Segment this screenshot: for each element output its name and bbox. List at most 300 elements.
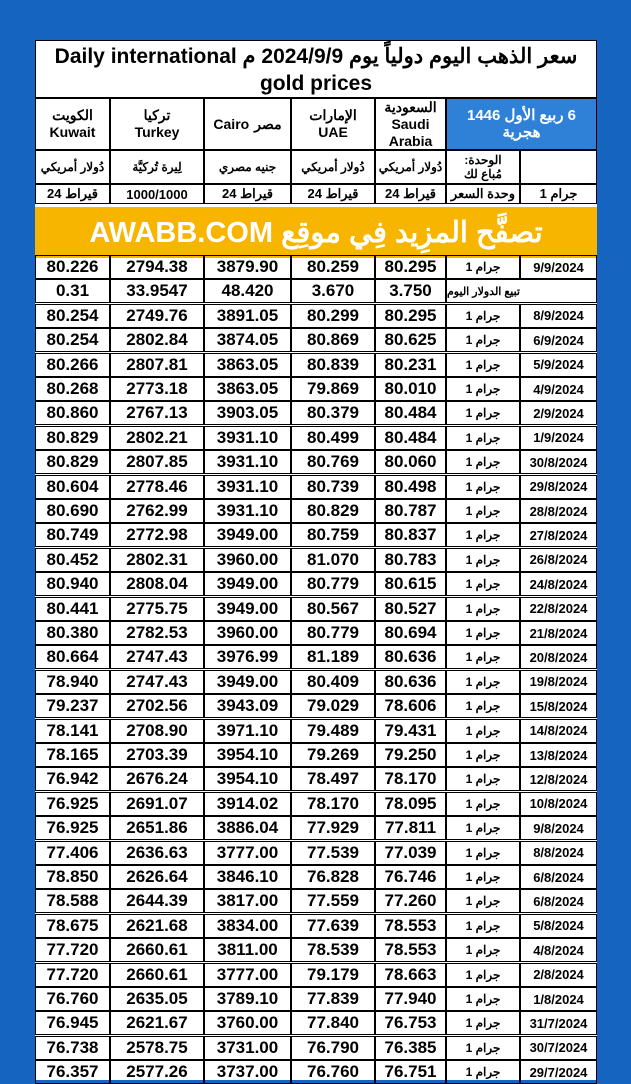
header-kuwait-en: Kuwait — [49, 124, 96, 140]
price-saudi: 77.811 — [375, 816, 446, 840]
table-row — [35, 987, 597, 1011]
price-uae: 80.829 — [291, 499, 375, 523]
price-kuwait: 76.945 — [35, 1011, 110, 1035]
unit-cell: 1 جرام — [446, 475, 520, 499]
table-row — [35, 328, 597, 352]
price-saudi: 80.295 — [375, 304, 446, 328]
date-cell: 30/7/2024 — [520, 1036, 597, 1060]
unit-cell: 1 جرام — [446, 548, 520, 572]
price-saudi: 76.746 — [375, 865, 446, 889]
price-uae: 78.539 — [291, 938, 375, 962]
table-row — [35, 767, 597, 791]
price-saudi: 76.751 — [375, 1060, 446, 1084]
price-kuwait: 78.850 — [35, 865, 110, 889]
price-saudi: 78.553 — [375, 914, 446, 938]
price-turkey: 2691.07 — [110, 792, 204, 816]
unit-cell: 1 جرام — [446, 304, 520, 328]
price-kuwait: 76.925 — [35, 816, 110, 840]
unit-cell: 1 جرام — [446, 987, 520, 1011]
unit-cell: 1 جرام — [446, 719, 520, 743]
price-uae: 80.739 — [291, 475, 375, 499]
price-saudi: 78.663 — [375, 963, 446, 987]
price-egypt: 3931.10 — [204, 450, 291, 474]
karat-egypt: 24 قيراط — [204, 184, 291, 204]
price-turkey: 2577.26 — [110, 1060, 204, 1084]
price-turkey: 2782.53 — [110, 621, 204, 645]
gram-label: 1 جرام — [520, 184, 597, 204]
price-egypt: 3777.00 — [204, 841, 291, 865]
table-row — [35, 841, 597, 865]
price-turkey: 2703.39 — [110, 743, 204, 767]
price-kuwait: 80.380 — [35, 621, 110, 645]
site-banner[interactable] — [35, 207, 597, 258]
price-uae: 76.828 — [291, 865, 375, 889]
price-saudi: 80.527 — [375, 597, 446, 621]
table-row — [35, 719, 597, 743]
unit-cell: 1 جرام — [446, 572, 520, 596]
price-turkey: 2621.68 — [110, 914, 204, 938]
unit-cell: 1 جرام — [446, 841, 520, 865]
price-egypt: 3886.04 — [204, 816, 291, 840]
date-cell: 8/8/2024 — [520, 841, 597, 865]
table-row — [35, 938, 597, 962]
price-turkey: 2651.86 — [110, 816, 204, 840]
unit-cell: 1 جرام — [446, 914, 520, 938]
price-uae: 77.639 — [291, 914, 375, 938]
price-saudi: 3.750 — [375, 279, 446, 303]
price-uae: 79.869 — [291, 377, 375, 401]
date-cell: 5/9/2024 — [520, 353, 597, 377]
price-uae: 80.499 — [291, 426, 375, 450]
price-egypt: 3971.10 — [204, 719, 291, 743]
price-egypt: 3891.05 — [204, 304, 291, 328]
price-egypt: 3903.05 — [204, 401, 291, 425]
price-uae: 80.379 — [291, 401, 375, 425]
price-kuwait: 77.720 — [35, 938, 110, 962]
price-turkey: 2807.81 — [110, 353, 204, 377]
price-kuwait: 80.829 — [35, 450, 110, 474]
table-row — [35, 865, 597, 889]
price-kuwait: 78.588 — [35, 889, 110, 913]
currency-kuwait: دُولار أمريكي — [35, 150, 110, 184]
price-egypt: 3846.10 — [204, 865, 291, 889]
date-cell: 14/8/2024 — [520, 719, 597, 743]
price-saudi: 76.753 — [375, 1011, 446, 1035]
date-cell: 2/9/2024 — [520, 401, 597, 425]
unit-cell: 1 جرام — [446, 499, 520, 523]
unit-cell: 1 جرام — [446, 670, 520, 694]
price-uae: 80.869 — [291, 328, 375, 352]
price-uae: 80.259 — [291, 255, 375, 279]
currency-saudi: دُولار أمريكي — [375, 150, 446, 184]
price-egypt: 3949.00 — [204, 670, 291, 694]
price-kuwait: 80.690 — [35, 499, 110, 523]
price-turkey: 2794.38 — [110, 255, 204, 279]
price-uae: 78.497 — [291, 767, 375, 791]
date-cell: 1/8/2024 — [520, 987, 597, 1011]
date-cell: 31/7/2024 — [520, 1011, 597, 1035]
price-saudi: 80.615 — [375, 572, 446, 596]
date-cell: 22/8/2024 — [520, 597, 597, 621]
price-egypt: 3834.00 — [204, 914, 291, 938]
price-kuwait: 80.226 — [35, 255, 110, 279]
header-cairo-en: Cairo — [213, 115, 250, 132]
date-cell: 28/8/2024 — [520, 499, 597, 523]
date-cell: 19/8/2024 — [520, 670, 597, 694]
date-cell: 6/8/2024 — [520, 865, 597, 889]
header-cairo — [204, 98, 291, 150]
header-saudi — [375, 98, 446, 150]
price-kuwait: 78.141 — [35, 719, 110, 743]
price-uae: 81.189 — [291, 645, 375, 669]
price-uae: 79.489 — [291, 719, 375, 743]
table-row — [35, 255, 597, 279]
date-cell: 9/9/2024 — [520, 255, 597, 279]
price-turkey: 2802.31 — [110, 548, 204, 572]
price-saudi: 77.940 — [375, 987, 446, 1011]
title-line-1: سعر الذهب اليوم دولياً يوم 2024/9/9 م Daily international — [54, 45, 578, 68]
price-egypt: 3931.10 — [204, 475, 291, 499]
price-kuwait: 80.452 — [35, 548, 110, 572]
price-uae: 80.839 — [291, 353, 375, 377]
price-kuwait: 80.860 — [35, 401, 110, 425]
price-turkey: 2807.85 — [110, 450, 204, 474]
price-turkey: 2767.13 — [110, 401, 204, 425]
price-kuwait: 80.441 — [35, 597, 110, 621]
table-row — [35, 572, 597, 596]
price-egypt: 3731.00 — [204, 1036, 291, 1060]
price-egypt: 3976.99 — [204, 645, 291, 669]
unit-cell: 1 جرام — [446, 743, 520, 767]
unit-cell: 1 جرام — [446, 816, 520, 840]
price-turkey: 2676.24 — [110, 767, 204, 791]
price-saudi: 80.231 — [375, 353, 446, 377]
price-uae: 77.559 — [291, 889, 375, 913]
unit-cell: 1 جرام — [446, 1011, 520, 1035]
table-row — [35, 694, 597, 718]
table-row — [35, 914, 597, 938]
price-uae: 79.029 — [291, 694, 375, 718]
date-cell: 12/8/2024 — [520, 767, 597, 791]
price-egypt: 3960.00 — [204, 621, 291, 645]
unit-cell: 1 جرام — [446, 401, 520, 425]
date-cell: 21/8/2024 — [520, 621, 597, 645]
unit-label-text: الوحدة: مُباع لك — [464, 153, 502, 181]
price-kuwait: 80.268 — [35, 377, 110, 401]
date-cell: 4/8/2024 — [520, 938, 597, 962]
price-kuwait: 80.829 — [35, 426, 110, 450]
price-turkey: 2802.21 — [110, 426, 204, 450]
price-egypt: 3777.00 — [204, 963, 291, 987]
price-uae: 79.269 — [291, 743, 375, 767]
price-turkey: 2644.39 — [110, 889, 204, 913]
header-kuwait — [35, 98, 110, 150]
price-egypt: 3760.00 — [204, 1011, 291, 1035]
karat-saudi: 24 قيراط — [375, 184, 446, 204]
unit-cell: 1 جرام — [446, 963, 520, 987]
date-cell: 5/8/2024 — [520, 914, 597, 938]
price-egypt: 3943.09 — [204, 694, 291, 718]
currency-turkey: لِيرة تُركيَّة — [110, 150, 204, 184]
price-egypt: 3874.05 — [204, 328, 291, 352]
unit-cell: 1 جرام — [446, 255, 520, 279]
price-uae: 80.769 — [291, 450, 375, 474]
table-row — [35, 621, 597, 645]
date-cell: 10/8/2024 — [520, 792, 597, 816]
table-row — [35, 475, 597, 499]
price-egypt: 3863.05 — [204, 353, 291, 377]
unit-cell: 1 جرام — [446, 767, 520, 791]
date-cell: 29/8/2024 — [520, 475, 597, 499]
price-uae: 77.539 — [291, 841, 375, 865]
header-uae — [291, 98, 375, 150]
price-egypt: 3931.10 — [204, 426, 291, 450]
table-row — [35, 1036, 597, 1060]
price-turkey: 2747.43 — [110, 670, 204, 694]
price-uae: 3.670 — [291, 279, 375, 303]
karat-uae: 24 قيراط — [291, 184, 375, 204]
price-turkey: 2772.98 — [110, 523, 204, 547]
price-saudi: 78.170 — [375, 767, 446, 791]
date-cell: 8/9/2024 — [520, 304, 597, 328]
header-uae-en: UAE — [318, 124, 348, 140]
date-cell: 13/8/2024 — [520, 743, 597, 767]
price-uae: 79.179 — [291, 963, 375, 987]
karat-kuwait: 24 قيراط — [35, 184, 110, 204]
price-kuwait: 80.940 — [35, 572, 110, 596]
price-saudi: 80.837 — [375, 523, 446, 547]
price-egypt: 3789.10 — [204, 987, 291, 1011]
unit-cell: 1 جرام — [446, 621, 520, 645]
hijri-date-text: 6 ربيع الأول 1446 هجرية — [466, 107, 576, 141]
date-cell: 26/8/2024 — [520, 548, 597, 572]
header-turkey — [110, 98, 204, 150]
price-saudi: 79.250 — [375, 743, 446, 767]
price-turkey: 2660.61 — [110, 938, 204, 962]
price-turkey: 2802.84 — [110, 328, 204, 352]
price-sheet — [35, 40, 597, 1080]
table-row — [35, 523, 597, 547]
price-kuwait: 78.675 — [35, 914, 110, 938]
price-egypt: 3949.00 — [204, 523, 291, 547]
price-kuwait: 80.749 — [35, 523, 110, 547]
unit-cell: 1 جرام — [446, 645, 520, 669]
price-egypt: 3960.00 — [204, 548, 291, 572]
price-egypt: 3817.00 — [204, 889, 291, 913]
price-turkey: 2773.18 — [110, 377, 204, 401]
price-uae: 80.567 — [291, 597, 375, 621]
price-saudi: 80.636 — [375, 670, 446, 694]
unit-cell: 1 جرام — [446, 353, 520, 377]
table-row — [35, 889, 597, 913]
unit-cell: 1 جرام — [446, 426, 520, 450]
price-turkey: 2626.64 — [110, 865, 204, 889]
header-kuwait-ar: الكويت — [52, 107, 93, 123]
header-turkey-en: Turkey — [134, 124, 180, 140]
price-kuwait: 78.165 — [35, 743, 110, 767]
unit-cell: 1 جرام — [446, 328, 520, 352]
price-uae: 80.779 — [291, 572, 375, 596]
table-row — [35, 670, 597, 694]
price-kuwait: 76.760 — [35, 987, 110, 1011]
price-uae: 76.760 — [291, 1060, 375, 1084]
price-uae: 78.170 — [291, 792, 375, 816]
karat-turkey: 1000/1000 — [110, 184, 204, 204]
table-row — [35, 597, 597, 621]
currency-uae: دُولار أمريكي — [291, 150, 375, 184]
price-turkey: 2635.05 — [110, 987, 204, 1011]
price-kuwait: 78.940 — [35, 670, 110, 694]
price-kuwait: 80.254 — [35, 304, 110, 328]
unit-cell: 1 جرام — [446, 792, 520, 816]
table-row — [35, 548, 597, 572]
price-turkey: 2749.76 — [110, 304, 204, 328]
table-row — [35, 1060, 597, 1084]
table-row — [35, 426, 597, 450]
price-saudi: 80.484 — [375, 401, 446, 425]
price-kuwait: 80.664 — [35, 645, 110, 669]
price-kuwait: 80.604 — [35, 475, 110, 499]
date-cell: 30/8/2024 — [520, 450, 597, 474]
date-cell: 9/8/2024 — [520, 816, 597, 840]
price-uae: 77.840 — [291, 1011, 375, 1035]
price-saudi: 78.553 — [375, 938, 446, 962]
price-turkey: 2702.56 — [110, 694, 204, 718]
price-unit-label: وحدة السعر — [446, 184, 520, 204]
unit-cell: 1 جرام — [446, 1036, 520, 1060]
price-egypt: 3949.00 — [204, 597, 291, 621]
hijri-date — [446, 98, 597, 150]
currency-egypt: جنيه مصري — [204, 150, 291, 184]
date-cell: 15/8/2024 — [520, 694, 597, 718]
price-egypt: 3811.00 — [204, 938, 291, 962]
unit-cell: 1 جرام — [446, 938, 520, 962]
table-row — [35, 792, 597, 816]
date-cell: 4/9/2024 — [520, 377, 597, 401]
price-egypt: 3914.02 — [204, 792, 291, 816]
price-kuwait: 77.406 — [35, 841, 110, 865]
price-saudi: 77.039 — [375, 841, 446, 865]
price-saudi: 80.295 — [375, 255, 446, 279]
price-saudi: 79.431 — [375, 719, 446, 743]
unit-cell: 1 جرام — [446, 865, 520, 889]
date-cell: 2/8/2024 — [520, 963, 597, 987]
header-saudi-ar: السعودية — [384, 98, 437, 115]
banner-text: تصفَّح المزِيد فِي موقِع AWABB.COM — [89, 217, 543, 249]
unit-cell: 1 جرام — [446, 523, 520, 547]
price-egypt: 3879.90 — [204, 255, 291, 279]
price-saudi: 80.625 — [375, 328, 446, 352]
price-kuwait: 80.254 — [35, 328, 110, 352]
price-saudi: 80.783 — [375, 548, 446, 572]
price-kuwait: 76.942 — [35, 767, 110, 791]
price-turkey: 2621.67 — [110, 1011, 204, 1035]
exchange-rate-label: تبيع الدولار اليوم — [446, 279, 597, 303]
price-saudi: 80.060 — [375, 450, 446, 474]
price-turkey: 2747.43 — [110, 645, 204, 669]
price-kuwait: 76.738 — [35, 1036, 110, 1060]
table-row — [35, 1011, 597, 1035]
table-row — [35, 304, 597, 328]
price-turkey: 33.9547 — [110, 279, 204, 303]
table-row — [35, 743, 597, 767]
price-kuwait: 0.31 — [35, 279, 110, 303]
title-line-2: gold prices — [259, 72, 373, 95]
header-uae-ar: الإمارات — [309, 107, 357, 123]
unit-cell: 1 جرام — [446, 1060, 520, 1084]
date-cell: 29/7/2024 — [520, 1060, 597, 1084]
unit-cell: 1 جرام — [446, 694, 520, 718]
table-row — [35, 645, 597, 669]
price-turkey: 2808.04 — [110, 572, 204, 596]
date-cell: 1/9/2024 — [520, 426, 597, 450]
price-saudi: 80.010 — [375, 377, 446, 401]
price-egypt: 3863.05 — [204, 377, 291, 401]
table-row — [35, 450, 597, 474]
price-kuwait: 79.237 — [35, 694, 110, 718]
price-uae: 76.790 — [291, 1036, 375, 1060]
table-row — [35, 499, 597, 523]
price-turkey: 2636.63 — [110, 841, 204, 865]
table-row — [35, 401, 597, 425]
price-turkey: 2778.46 — [110, 475, 204, 499]
price-kuwait: 76.357 — [35, 1060, 110, 1084]
price-egypt: 3954.10 — [204, 743, 291, 767]
price-uae: 77.839 — [291, 987, 375, 1011]
price-egypt: 3954.10 — [204, 767, 291, 791]
price-uae: 80.779 — [291, 621, 375, 645]
price-saudi: 80.636 — [375, 645, 446, 669]
price-saudi: 80.787 — [375, 499, 446, 523]
price-turkey: 2578.75 — [110, 1036, 204, 1060]
date-cell: 24/8/2024 — [520, 572, 597, 596]
price-uae: 81.070 — [291, 548, 375, 572]
price-kuwait: 77.720 — [35, 963, 110, 987]
price-egypt: 3737.00 — [204, 1060, 291, 1084]
price-saudi: 80.498 — [375, 475, 446, 499]
price-kuwait: 76.925 — [35, 792, 110, 816]
price-turkey: 2762.99 — [110, 499, 204, 523]
price-saudi: 76.385 — [375, 1036, 446, 1060]
price-uae: 80.299 — [291, 304, 375, 328]
date-cell: 27/8/2024 — [520, 523, 597, 547]
price-turkey: 2660.61 — [110, 963, 204, 987]
page-title — [35, 40, 597, 98]
table-row — [35, 353, 597, 377]
unit-cell: 1 جرام — [446, 377, 520, 401]
price-saudi: 80.484 — [375, 426, 446, 450]
header-saudi-en: Saudi Arabia — [388, 115, 433, 149]
price-egypt: 3949.00 — [204, 572, 291, 596]
unit-blank-cell — [520, 150, 597, 184]
exchange-rate-row — [35, 279, 597, 303]
price-saudi: 77.260 — [375, 889, 446, 913]
price-saudi: 80.694 — [375, 621, 446, 645]
header-cairo-ar: مصر — [254, 115, 282, 132]
price-uae: 80.759 — [291, 523, 375, 547]
price-turkey: 2708.90 — [110, 719, 204, 743]
unit-cell: 1 جرام — [446, 889, 520, 913]
table-row — [35, 963, 597, 987]
price-saudi: 78.095 — [375, 792, 446, 816]
date-cell: 6/9/2024 — [520, 328, 597, 352]
price-turkey: 2775.75 — [110, 597, 204, 621]
price-egypt: 48.420 — [204, 279, 291, 303]
unit-cell: 1 جرام — [446, 597, 520, 621]
price-uae: 80.409 — [291, 670, 375, 694]
date-cell: 20/8/2024 — [520, 645, 597, 669]
price-saudi: 78.606 — [375, 694, 446, 718]
